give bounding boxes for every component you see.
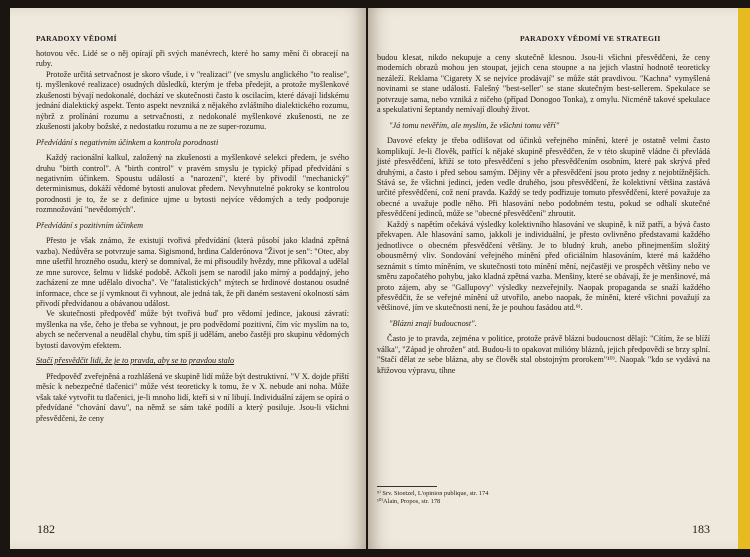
paragraph: budou klesat, nikdo nekupuje a ceny skutečně klesnou. Jsou-li všichni přesvědčeni, že ceny moderních obrazů mohou jen stoupat, jejich cena stoupne a na jejich vlastní hodnotě teoreticky nezáleží. Reklama "Cigarety X se nejvíce prodávají" se může stát pravdivou. "Kachna" vymyšlená novinami se stane událostí. Falešný "best-seller" se stane skutečným best-sellerem. Spekulace se potvrzuje sama, nebo vzniká z ničeho (případ Donogoo Tonka), z omylu. Nicméně takové spekulace a spekulativní šeptandy nemívají dlouhý život. [377,53,710,115]
left-page [10,8,366,549]
paragraph: Ve skutečnosti předpověď může být tvořivá buď pro vědomí jedince, jakousi závratí: myšlenka na vše, čeho je třeba se vyhnout, je pro podvědomí pozitivní, čím víc myslím na to, abych se nečervenal a neudělal chybu, tím spíš ji udělám, anebo častěji pro skupinu vědomých bytostí davovým efektem. [36,309,349,350]
footnote: ⁹⁾ Srv. Stoetzel, L'opinion publique, str. 174 [377,490,489,497]
quote-heading: "Já tomu nevěřím, ale myslím, že všichni tomu věří" [389,120,560,130]
paragraph: Každý racionální kalkul, založený na zkušenosti a myšlenkové selekci předem, je svého druhu "birth control". A "birth control" v pravém smyslu je typický případ předvídání s negativním účinkem. Spoustu událostí a "narození", které by přivodil "mechanický" determinismus, dokáží vědomé bytosti anulovat předem. Nevyhnutelné pokroky se kontrolou porodnosti je to, že se z definice ujme u bytosti nejvíce vědomých a tedy podporuje rozmnožování "nevědomých". [36,153,349,215]
footnotes [377,490,677,506]
footnote-rule [377,486,437,487]
paragraph: Přesto je však známo, že existují tvořivá předvídání (která působí jako kladná zpětná vazba). Nedůvěra se potvrzuje sama. Sigismond, hrdina Calderónova "Život je sen": "Otec, aby mne ušetřil hrozného osudu, který se domníval, že mi přisoudily hvězdy, mne přikoval a udělal ze mne surovce, šelmu v lidské podobě. Ačkoli jsem se narodil jako mírný a poddajný, jeho zacházení ze mne udělalo divocha". Ve "fatalistických" mýtech se hrdinové dostanou osudné informace, chce se jí vymknout či vyhnout, ale jedná tak, že při daném sestavení okolností sám přivodí předvídanou a obávanou událost. [36,236,349,308]
page-number: 182 [37,522,55,536]
body-text [36,49,349,424]
quote-heading: "Blázni znají budoucnost". [389,318,477,328]
section-heading: Předvídání s negativním účinkem a kontrola porodnosti [36,137,219,147]
page-number: 183 [692,522,710,536]
body-text [377,53,710,376]
right-page [368,8,740,549]
section-heading: Stačí přesvědčit lidi, že je to pravda, aby se to pravdou stalo [36,356,235,366]
paragraph: Každý s napětím očekává výsledky kolektivního hlasování ve skupině, k níž patří, a bývá často překvapen. Ale hlasování samo, jakkoli je individuální, je přesto ovlivněno představami každého jednotlivce o obecném přesvědčení většiny. Je to bludný kruh, anebo přinejmenším složitý obousměrný vliv. Sondování veřejného mínění před oficiálním hlasováním, které má každého seznámit s tímto míněním, ve skutečnosti toto mínění mění, nejčastěji ve prospěch většiny nebo ve směru započatého pohybu, jako kladná zpětná vazba. Menšiny, které se obávají, že je menšinové, má proto zájem, aby se "Gallupovy" výsledky nezveřejnily. Naopak propaganda se snaží každého přesvědčit, že se veřejné mínění už utvořilo, anebo naopak, že mínění, které všichni považují za většinové, jím ve skutečnosti není, že je pouhou fasádou atd.⁹⁾. [377,219,710,313]
running-head: PARADOXY VĚDOMÍ VE STRATEGII [520,34,661,43]
paragraph: hotovou věc. Lidé se o něj opírají při svých manévrech, které ho samy mění či obracejí na ruby. [36,49,349,69]
section-heading: Předvídání s pozitivním účinkem [36,220,144,230]
paragraph: Často je to pravda, zejména v politice, protože právě blázni budoucnost dělají: "Cítím, že se blíží válka", "Západ je ohrožen" atd. Budou-li to opakovat milióny bláznů, jejich předpovědi se brzy splní. "Stačí dělat ze sebe blázna, aby se člověk stal obstojným prorokem"¹⁰⁾. Naopak "kdo se vydává na křižovou výpravu, tíhne [377,334,710,375]
paragraph: Protože určitá setrvačnost je skoro všude, i v "realizaci" (ve smyslu anglického "to realise", tj. myšlenkové realizace) osudných důsledků, kterým je třeba předejít, a protože myšlenkové zkušenosti bývají nedokonalé, dochází ve skutečnosti často k oscilacím, které dávají lidskému jednání dialektický aspekt. Tento aspekt nevzniká z nějakého zvláštního dialektického rozumu, nýbrž z prolínání rozumu a setrvačnosti, z nedokonalé myšlenkové zkušenosti, ne ze zkušenosti jakoby božské, z nedostatku rozumu a ne ze super-rozumu. [36,69,349,132]
running-head: PARADOXY VĚDOMÍ [36,34,117,43]
footnote: ¹⁰⁾Alain, Propos, str. 178 [377,498,441,505]
book-edge [738,8,750,549]
paragraph: Předpověď zveřejněná a rozhlášená ve skupině lidí může být destruktivní. "V X. dojde příští měsíc k nebezpečné tlačenici" může vést teoreticky k tomu, že v X. nebude ani noha. Může však také vytvořit tu tlačenici, je-li mnoho lidí, kteří si v ní libují. Individuální zájem se opírá o předvídané "chování davu", na němž se sám také podílí a který posiluje. Jsou-li všichni přesvědčeni, že ceny [36,371,349,423]
paragraph: Davové efekty je třeba odlišovat od účinků veřejného mínění, které je ostatně velmi často komplikují. Je-li člověk, patřící k nějaké skupině přesvědčen, že v této skupině vládne či převládá jisté přesvědčení, křiží se toto přesvědčení s jeho přesvědčením osobním, které pak skrývá před druhými, a často i před sebou samým. Dějiny věr a přesvědčení jsou proto jedny z nejobtížnějších. Stává se, že všichni jedinci, jeden vedle druhého, jsou přesvědčení, že kolektivní většina zastává určité přesvědčení, což není pravda. Každý se tedy podřizuje tomuto přesvědčení, které považuje za obecné a uvažuje podle něho. Při hlasování nebo podobném testu, pokud se odhalí skutečné přesvědčení jedinců, může se "obecné přesvědčení" zhroutit. [377,136,710,219]
